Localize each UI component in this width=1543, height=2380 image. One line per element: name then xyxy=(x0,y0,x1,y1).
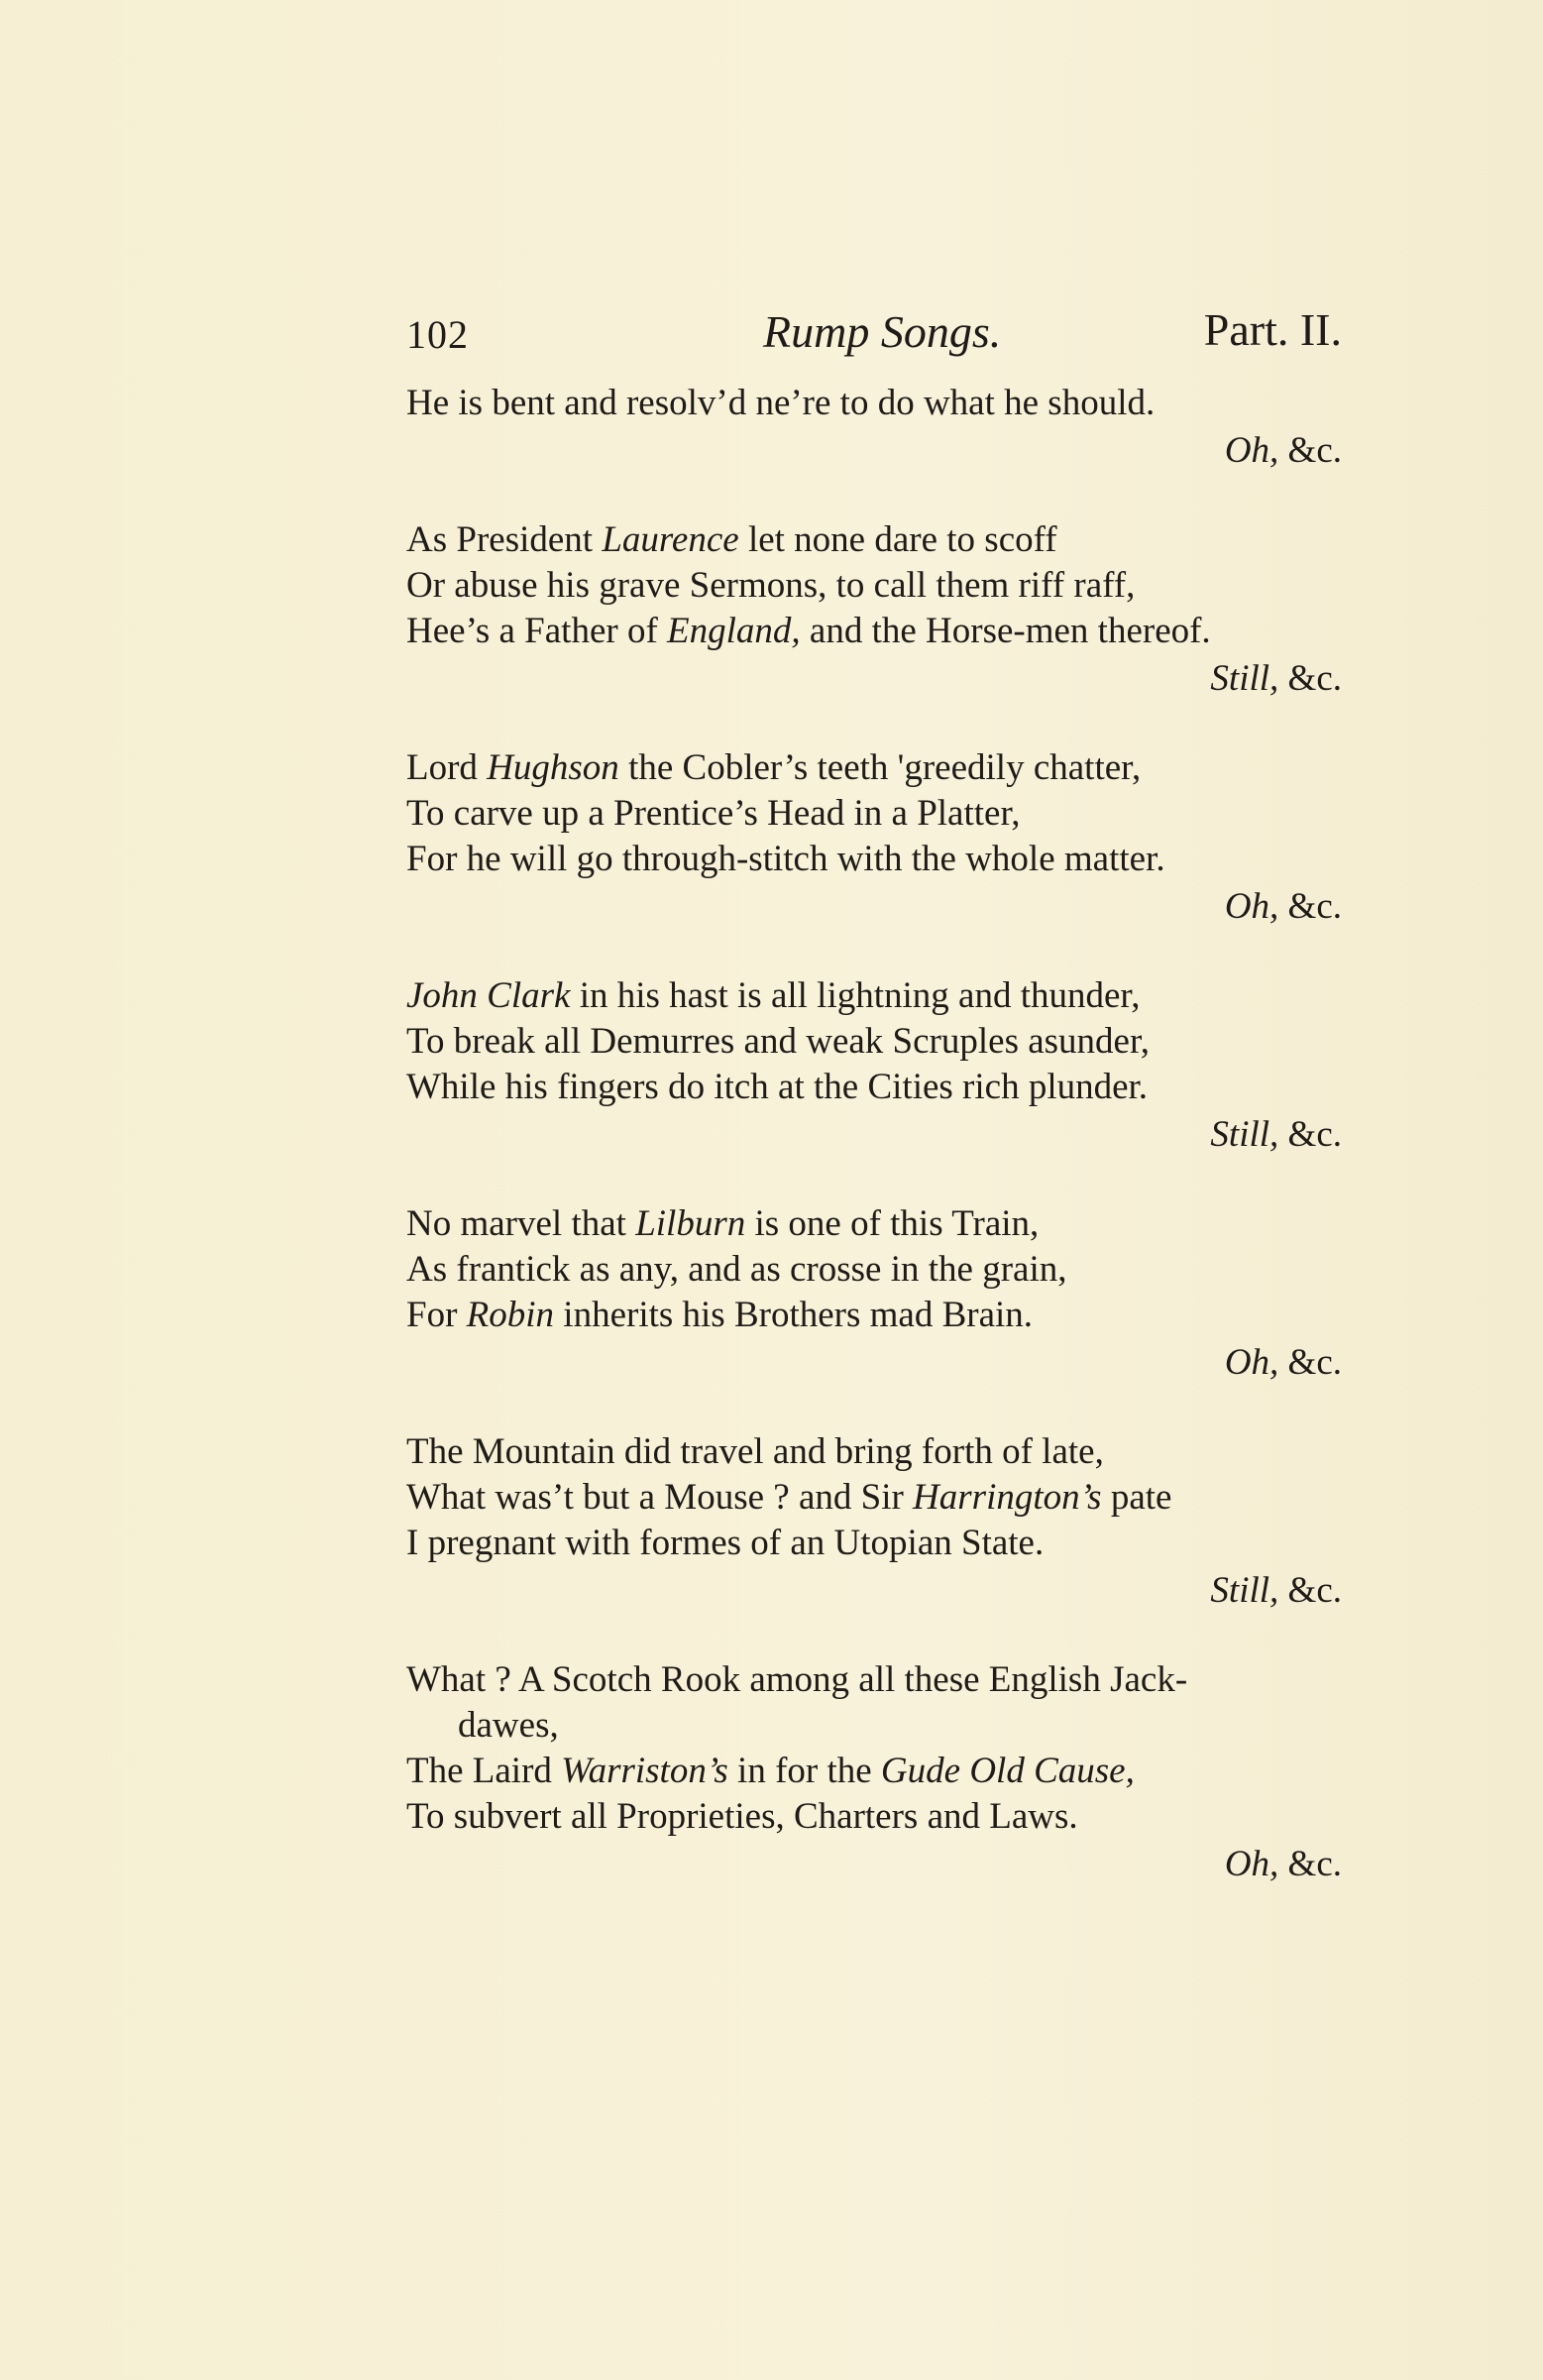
verse-text: Lord xyxy=(406,747,488,788)
verse-text: The Mountain did travel and bring forth of late, xyxy=(406,1431,1104,1472)
verse-text: Hee’s a Father of xyxy=(406,611,668,651)
refrain-word: Oh, xyxy=(1224,886,1279,927)
refrain-etc: &c. xyxy=(1278,1844,1342,1884)
verse-text: in his hast is all lightning and thunder, xyxy=(570,975,1141,1016)
stanza xyxy=(406,517,1348,702)
refrain-etc: &c. xyxy=(1278,430,1342,471)
italic-name: England, xyxy=(667,611,801,651)
stanza xyxy=(406,1657,1348,1887)
refrain-etc: &c. xyxy=(1278,658,1342,699)
page-number: 102 xyxy=(406,312,469,357)
verse-text: To break all Demurres and weak Scruples asunder, xyxy=(406,1021,1151,1062)
stanza xyxy=(406,381,1348,474)
refrain-etc: &c. xyxy=(1278,1570,1342,1611)
verse-line xyxy=(406,1201,1348,1247)
verse-line xyxy=(406,1293,1348,1338)
verse-text: What ? A Scotch Rook among all these English Jack- xyxy=(406,1659,1188,1700)
italic-name: Lilburn xyxy=(635,1203,746,1244)
verse-line xyxy=(406,791,1348,837)
verse-line xyxy=(406,1657,1348,1703)
italic-name: John Clark xyxy=(406,975,571,1016)
refrain xyxy=(406,1112,1348,1158)
refrain-etc: &c. xyxy=(1278,1342,1342,1383)
verse-text: is one of this Train, xyxy=(745,1203,1040,1244)
verse-line xyxy=(406,517,1348,563)
verse-line xyxy=(406,1794,1348,1840)
verse-text: the Cobler’s teeth 'greedily chatter, xyxy=(618,747,1142,788)
verse-line xyxy=(406,973,1348,1019)
italic-name: Warriston’s xyxy=(561,1751,728,1791)
part-label: Part. II. xyxy=(1203,304,1342,355)
italic-name: Robin xyxy=(466,1295,555,1335)
stanza xyxy=(406,973,1348,1158)
verse-text: As frantick as any, and as crosse in the grain, xyxy=(406,1249,1067,1290)
verse-line xyxy=(406,837,1348,882)
verse-text: To subvert all Proprieties, Charters and Laws. xyxy=(406,1796,1078,1837)
stanza xyxy=(406,745,1348,930)
refrain-etc: &c. xyxy=(1278,886,1342,927)
refrain-etc: &c. xyxy=(1278,1114,1342,1155)
stanza xyxy=(406,1429,1348,1614)
verse-line xyxy=(406,381,1348,426)
verse-line xyxy=(406,1065,1348,1110)
refrain-word: Oh, xyxy=(1224,1342,1279,1383)
verse-text: To carve up a Prentice’s Head in a Platter, xyxy=(406,793,1021,834)
verse-line xyxy=(406,1521,1348,1566)
verse-line xyxy=(406,609,1348,654)
refrain xyxy=(406,1568,1348,1614)
refrain xyxy=(406,428,1348,474)
verse-text: As President xyxy=(406,519,603,560)
verse-text: Or abuse his grave Sermons, to call them riff raff, xyxy=(406,565,1136,606)
verse-text: What was’t but a Mouse ? and Sir xyxy=(406,1477,914,1518)
verse-text: For he will go through-stitch with the whole matter. xyxy=(406,839,1165,879)
verse-line xyxy=(406,1703,1348,1749)
verse-text: pate xyxy=(1101,1477,1172,1518)
refrain-word: Oh, xyxy=(1224,430,1279,471)
verse-line xyxy=(406,1429,1348,1475)
verse-text: dawes, xyxy=(458,1705,559,1746)
verse-text: The Laird xyxy=(406,1751,562,1791)
refrain-word: Still, xyxy=(1210,658,1279,699)
verse-line xyxy=(406,1019,1348,1065)
stanza xyxy=(406,1201,1348,1386)
refrain-word: Still, xyxy=(1210,1114,1279,1155)
refrain xyxy=(406,1340,1348,1386)
verse-line xyxy=(406,1247,1348,1293)
refrain-word: Oh, xyxy=(1224,1844,1279,1884)
verse-text: No marvel that xyxy=(406,1203,636,1244)
verse-text: For xyxy=(406,1295,467,1335)
italic-name: Harrington’s xyxy=(913,1477,1102,1518)
verse-line xyxy=(406,563,1348,609)
verse-text: inherits his Brothers mad Brain. xyxy=(554,1295,1034,1335)
verse-line xyxy=(406,1749,1348,1794)
refrain xyxy=(406,1842,1348,1887)
refrain-word: Still, xyxy=(1210,1570,1279,1611)
poem-body xyxy=(406,381,1348,1887)
verse-line xyxy=(406,1475,1348,1521)
verse-text: While his fingers do itch at the Cities rich plunder. xyxy=(406,1067,1149,1107)
page-content xyxy=(406,297,1348,1931)
verse-text: and the Horse-men thereof. xyxy=(800,611,1211,651)
verse-text: He is bent and resolv’d ne’re to do what he should. xyxy=(406,383,1156,423)
verse-line xyxy=(406,745,1348,791)
verse-text: let none dare to scoff xyxy=(738,519,1057,560)
verse-text: I pregnant with formes of an Utopian State. xyxy=(406,1523,1045,1563)
verse-text: in for the xyxy=(727,1751,881,1791)
italic-name: Gude Old Cause, xyxy=(880,1751,1135,1791)
running-title: Rump Songs. xyxy=(763,306,1002,357)
running-header xyxy=(406,297,1348,377)
italic-name: Laurence xyxy=(602,519,739,560)
refrain xyxy=(406,656,1348,702)
refrain xyxy=(406,884,1348,930)
italic-name: Hughson xyxy=(487,747,619,788)
